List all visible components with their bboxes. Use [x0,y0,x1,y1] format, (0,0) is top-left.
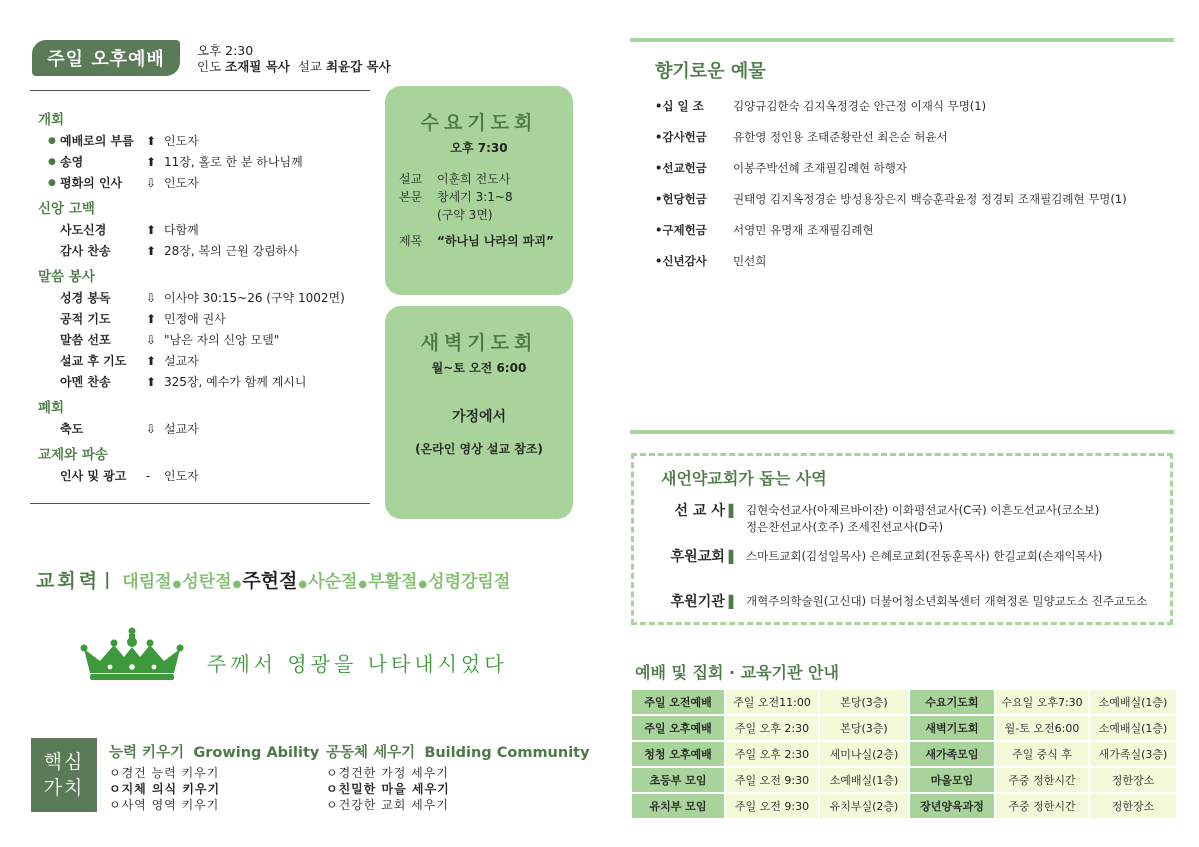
order-item [38,130,378,151]
core-value-group-ability [109,741,319,813]
offering-row [655,160,1175,191]
season-1: 성탄절 [182,572,232,592]
schedule-cell: 주중 정한시간 [996,794,1088,818]
schedule-cell: 월-토 오전6:00 [996,716,1088,740]
core-value-title-ko: 공동체 세우기 [326,745,416,761]
order-item-name: 설교 후 기도 [60,354,127,368]
worship-meta [197,43,391,75]
core-values-label [31,738,97,812]
order-item [38,329,378,350]
order-item-name: 감사 찬송 [60,244,111,258]
order-item-desc: 인도자 [164,176,199,190]
offering-key: •십 일 조 [655,99,704,113]
schedule-name-cell: 장년양육과정 [910,794,994,818]
wednesday-line-value: 이훈희 전도사 [437,172,511,186]
calendar-divider: | [104,569,111,590]
schedule-row [632,768,1176,792]
offering-key: •헌당헌금 [655,192,707,206]
order-item [38,418,378,439]
offering-row [655,191,1175,222]
stand-arrow-icon: ⬆ [146,311,157,326]
order-item-name: 축도 [60,422,84,436]
order-item-name: 사도신경 [60,223,107,237]
schedule-table [630,688,1178,820]
schedule-cell: 세미나실(2층) [820,742,908,766]
wednesday-time: 오후 7:30 [450,141,508,155]
dash-mark: - [146,468,151,483]
ministry-key: 후원기관 [670,594,725,610]
order-item-name: 인사 및 광고 [60,469,127,483]
calendar-motto: 주께서 영광을 나타내시었다 [207,652,508,676]
offering-names: 김양규김한숙 김지옥정경순 안근정 이재식 무명(1) [733,99,987,113]
core-label-1: 핵심 [43,751,85,773]
core-value-title-en: Growing Ability [193,745,320,761]
wednesday-line-key: 본문 [399,190,423,204]
offerings-title: 향기로운 예물 [655,61,766,82]
order-item [38,151,378,172]
order-top-rule [30,90,370,91]
schedule-row [632,716,1176,740]
order-item [38,308,378,329]
order-item-name: 아멘 찬송 [60,375,111,389]
wednesday-prayer-box [385,86,573,295]
dawn-title: 새벽기도회 [420,332,538,354]
schedule-cell: 주중 정한시간 [996,768,1088,792]
core-value-title [109,741,319,762]
worship-time: 오후 2:30 [197,43,254,58]
core-value-group-community [326,741,590,813]
order-item-desc: 민정애 권사 [164,312,226,326]
order-item [38,371,378,392]
lead-name: 조재필 목사 [225,59,290,74]
schedule-name-cell: 수요기도회 [910,690,994,714]
wednesday-line [399,188,573,206]
season-dot-icon: ● [418,579,428,590]
schedule-row [632,742,1176,766]
order-item [38,219,378,240]
order-item-name: 예배로의 부름 [60,134,134,148]
crown-icon [80,627,184,683]
order-item-name: 송영 [60,155,84,169]
dawn-time: 월~토 오전 6:00 [431,361,527,375]
order-item [38,465,378,486]
order-item-desc: 설교자 [164,354,199,368]
schedule-name-cell: 새벽기도회 [910,716,994,740]
schedule-cell: 주일 오전 9:30 [726,794,818,818]
schedule-cell: 주일 중식 후 [996,742,1088,766]
wednesday-line [399,170,573,188]
season-4: 부활절 [368,572,418,592]
order-item-desc: 11장, 홀로 한 분 하나님께 [164,155,303,169]
dawn-place: 가정에서 [451,409,507,425]
season-dot-icon: ● [172,579,182,590]
offerings-top-rule [630,38,1174,42]
sermon-name: 최윤갑 목사 [325,59,391,74]
offering-names: 서영민 유명재 조재필김례현 [733,223,874,237]
wednesday-line-key: 제목 [399,234,423,248]
schedule-name-cell: 초등부 모임 [632,768,724,792]
core-value-line: ㅇ건강한 교회 세우기 [326,798,449,812]
calendar-seasons [122,566,510,593]
ministry-value: 개혁주의학술원(고신대) 더불어청소년회복센터 개혁정론 밀양교도소 진주교도소 [746,594,1148,608]
season-dot-icon: ● [298,579,308,590]
core-value-line: ㅇ사역 영역 키우기 [109,798,220,812]
ministry-key: 후원교회 [670,549,725,565]
sit-arrow-icon: ⇩ [146,175,157,190]
offering-names: 이봉주박선혜 조재필김례현 하행자 [733,161,907,175]
schedule-cell: 정한장소 [1090,794,1176,818]
wednesday-line-value: 창세기 3:1~8 [437,190,513,204]
offering-names: 권태영 김지옥정경순 방성용장은지 백승훈곽윤정 정경퇴 조재필김례현 무명(1) [733,192,1127,206]
bullet-icon: ● [48,156,56,167]
schedule-cell: 주일 오후 2:30 [726,742,818,766]
schedule-cell: 소예배실(1층) [1090,690,1176,714]
order-item-desc: 다함께 [164,223,199,237]
schedule-name-cell: 주일 오전예배 [632,690,724,714]
ministry-bar-icon: ▌ [728,504,738,518]
ministry-title: 새언약교회가 돕는 사역 [661,469,827,488]
wednesday-title: 수요기도회 [420,112,538,134]
order-item-desc: "남은 자의 신앙 모델" [164,333,280,347]
order-item [38,172,378,193]
offering-names: 유한영 정인용 조태준황란선 최은순 허윤서 [733,130,948,144]
schedule-name-cell: 청청 오후예배 [632,742,724,766]
order-item-desc: 인도자 [164,469,199,483]
offering-row [655,253,1175,284]
ministry-row-churches [660,546,1160,566]
stand-arrow-icon: ⬆ [146,353,157,368]
schedule-cell: 주일 오전 9:30 [726,768,818,792]
offering-key: •선교헌금 [655,161,707,175]
ministry-row-missionaries [660,500,1160,536]
season-3: 사순절 [308,572,358,592]
order-of-worship [38,104,378,486]
order-item [38,287,378,308]
schedule-cell: 주일 오전11:00 [726,690,818,714]
order-item [38,240,378,261]
worship-badge: 주일 오후예배 [32,40,180,76]
order-item-desc: 설교자 [164,422,199,436]
offering-names: 민선희 [733,254,767,268]
order-item-name: 평화의 인사 [60,176,123,190]
schedule-cell: 새가족실(3층) [1090,742,1176,766]
order-section-title: 폐회 [38,400,65,416]
sit-arrow-icon: ⇩ [146,290,157,305]
schedule-name-cell: 마을모임 [910,768,994,792]
schedule-cell: 본당(3층) [820,716,908,740]
stand-arrow-icon: ⬆ [146,133,157,148]
schedule-name-cell: 유치부 모임 [632,794,724,818]
ministry-bar-icon: ▌ [728,595,738,609]
wednesday-line-value: “하나님 나라의 파괴” [437,234,554,248]
season-0: 대림절 [122,572,172,592]
wednesday-line-key: 설교 [399,172,423,186]
core-value-line: ㅇ친밀한 마을 세우기 [326,782,450,796]
core-value-line: ㅇ지체 의식 키우기 [109,782,221,796]
sit-arrow-icon: ⇩ [146,332,157,347]
wednesday-line [399,206,573,224]
season-dot-icon: ● [358,579,368,590]
season-2: 주현절 [242,570,298,592]
schedule-name-cell: 주일 오후예배 [632,716,724,740]
order-bottom-rule [30,503,370,504]
stand-arrow-icon: ⬆ [146,374,157,389]
core-value-line: ㅇ경건한 가정 세우기 [326,766,449,780]
order-item-name: 성경 봉독 [60,291,111,305]
wednesday-line [399,232,573,250]
core-value-title-en: Building Community [424,745,590,761]
order-item-name: 말씀 선포 [60,333,111,347]
offering-key: •감사헌금 [655,130,707,144]
lead-label: 인도 [197,59,222,74]
season-dot-icon: ● [232,579,242,590]
order-item-desc: 인도자 [164,134,199,148]
wednesday-line-key [399,206,437,224]
offering-row [655,129,1175,160]
ministry-value-2: 정은찬선교사(호주) 조세진선교사(D국) [746,520,944,534]
order-item-desc: 325장, 예수가 함께 계시니 [164,375,307,389]
ministry-value: 스마트교회(김성일목사) 은혜로교회(전동훈목사) 한길교회(손재익목사) [746,549,1103,563]
church-calendar [36,566,510,593]
offering-key: •구제헌금 [655,223,707,237]
offering-row [655,222,1175,253]
bullet-icon: ● [48,135,56,146]
offerings-list [655,98,1175,284]
schedule-row [632,690,1176,714]
ministry-key: 선 교 사 [674,503,725,519]
season-5: 성령강림절 [428,572,511,592]
schedule-cell: 본당(3층) [820,690,908,714]
dawn-prayer-box [385,306,573,519]
core-value-title [326,741,590,762]
stand-arrow-icon: ⬆ [146,243,157,258]
ministry-bar-icon: ▌ [728,550,738,564]
stand-arrow-icon: ⬆ [146,154,157,169]
schedule-cell: 소예배실(1층) [820,768,908,792]
wednesday-lines [385,170,573,250]
schedule-row [632,794,1176,818]
schedule-cell: 주일 오후 2:30 [726,716,818,740]
order-section-title: 말씀 봉사 [38,269,95,285]
ministry-top-rule [630,430,1174,434]
ministry-row-institutions [660,591,1160,611]
schedule-cell: 소예배실(1층) [1090,716,1176,740]
core-label-2: 가치 [43,777,85,799]
offering-row [655,98,1175,129]
core-value-line: ㅇ경건 능력 키우기 [109,766,220,780]
order-section-title: 신앙 고백 [38,201,95,217]
schedule-cell: 유치부실(2층) [820,794,908,818]
sit-arrow-icon: ⇩ [146,421,157,436]
schedule-name-cell: 새가족모임 [910,742,994,766]
order-section-title: 교제와 파송 [38,447,108,463]
core-value-title-ko: 능력 키우기 [109,745,185,761]
wednesday-line-value: (구약 3면) [437,208,493,222]
offering-key: •신년감사 [655,254,707,268]
stand-arrow-icon: ⬆ [146,222,157,237]
schedule-cell: 수요일 오후7:30 [996,690,1088,714]
calendar-title: 교회력 [36,570,101,592]
ministry-value: 김현숙선교사(아제르바이잔) 이화평선교사(C국) 이흔도선교사(코소보) [746,503,1100,517]
dawn-note: (온라인 영상 설교 참조) [415,442,543,456]
bullet-icon: ● [48,177,56,188]
order-item-desc: 28장, 복의 근원 강림하사 [164,244,299,258]
order-section-title: 개회 [38,112,65,128]
order-item-desc: 이사야 30:15~26 (구약 1002면) [164,291,345,305]
order-item-name: 공적 기도 [60,312,111,326]
schedule-title: 예배 및 집회 · 교육기관 안내 [635,663,839,682]
schedule-cell: 정한장소 [1090,768,1176,792]
sermon-label: 설교 [297,59,322,74]
order-item [38,350,378,371]
